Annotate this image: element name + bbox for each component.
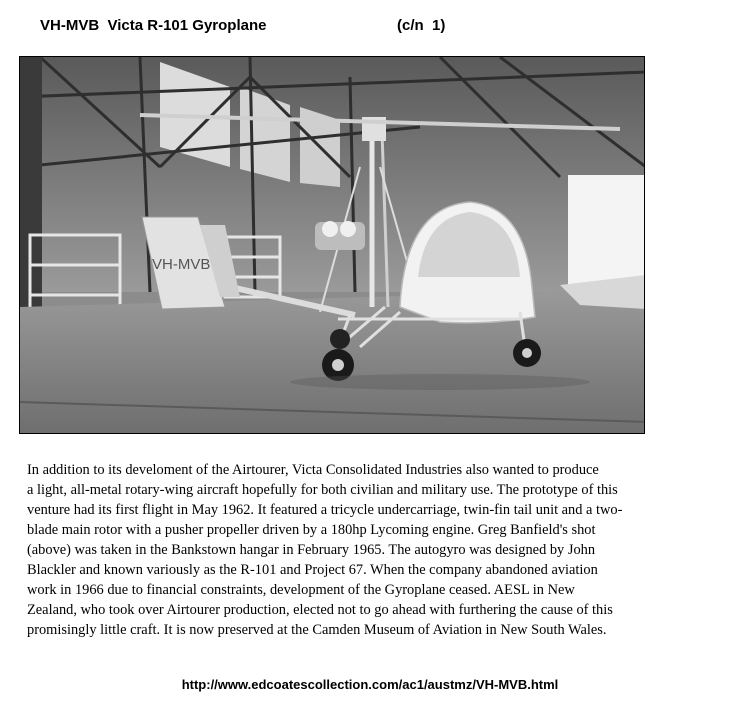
description-line: Zealand, who took over Airtourer production, elected not to go ahead with furthering the cause of this <box>27 602 613 618</box>
description-text <box>27 460 702 640</box>
gyroplane-hangar-photo <box>20 57 645 434</box>
description-line: promisingly little craft. It is now preserved at the Camden Museum of Aviation in New South Wales. <box>27 622 607 638</box>
description-line: work in 1966 due to financial constraints, development of the Gyroplane ceased. AESL in New <box>27 582 575 598</box>
description-line: (above) was taken in the Bankstown hangar in February 1965. The autogyro was designed by John <box>27 542 596 558</box>
tail-registration: VH-MVB <box>152 256 211 273</box>
source-url: http://www.edcoatescollection.com/ac1/austmz/VH-MVB.html <box>181 677 559 692</box>
description-line: In addition to its develoment of the Airtourer, Victa Consolidated Industries also wanted to produce <box>27 462 599 478</box>
description-line: a light, all-metal rotary-wing aircraft hopefully for both civilian and military use. The prototype of this <box>27 482 618 498</box>
construction-number: (c/n 1) <box>397 17 446 34</box>
description-line: blade main rotor with a pusher propeller driven by a 180hp Lycoming engine. Greg Banfield's shot <box>27 522 596 538</box>
aircraft-photo <box>19 56 645 434</box>
page-title: VH-MVB Victa R-101 Gyroplane <box>40 17 267 34</box>
description-line: venture had its first flight in May 1962. It featured a tricycle undercarriage, twin-fin tail unit and a two- <box>27 502 623 518</box>
page-header <box>40 17 710 39</box>
description-line: Blackler and known variously as the R-101 and Project 67. When the company abandoned aviation <box>27 562 598 578</box>
